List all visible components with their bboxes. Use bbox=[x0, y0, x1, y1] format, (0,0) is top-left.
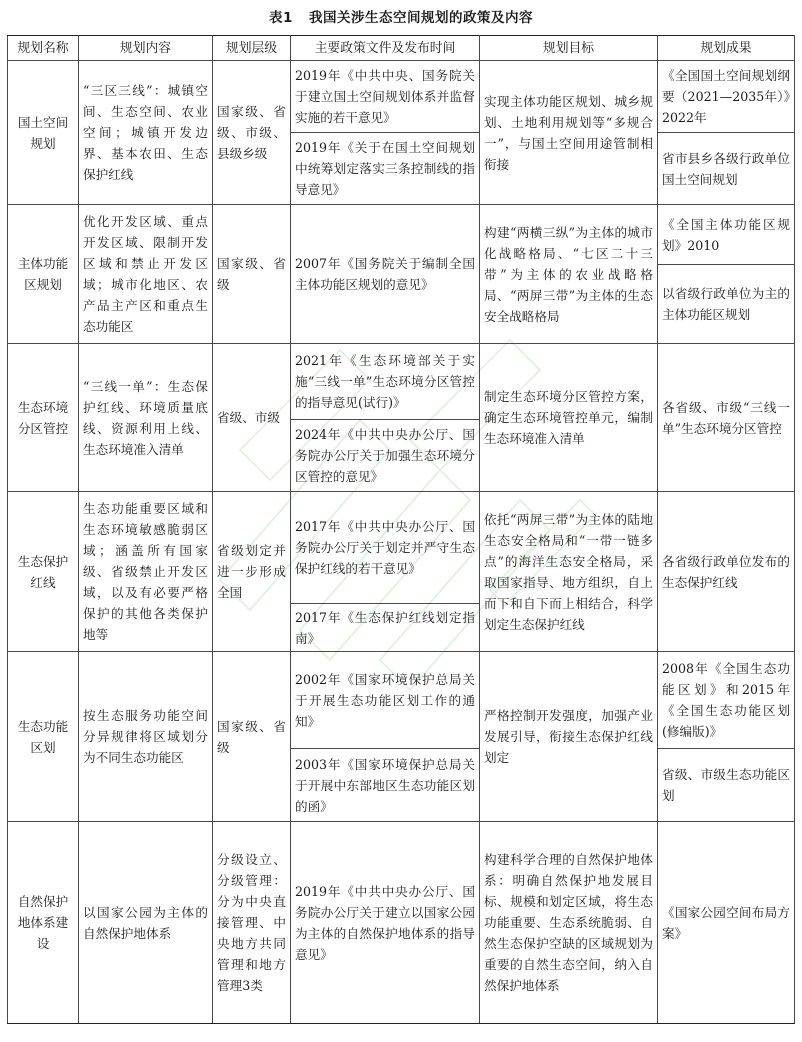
header-plan-outcome: 规划成果 bbox=[658, 36, 795, 61]
row-plan-content: “三线一单”：生态保护红线、环境质量底线、资源利用上线、生态环境准入清单 bbox=[79, 344, 213, 492]
header-policy-docs: 主要政策文件及发布时间 bbox=[291, 36, 480, 61]
row-plan-outcome: 以省级行政单位为主的主体功能区规划 bbox=[658, 265, 795, 344]
row-plan-outcome: 省级、市级生态功能区划 bbox=[658, 749, 795, 822]
row-plan-level: 国家级、省级、市级、县级乡级 bbox=[213, 61, 291, 205]
row-plan-name: 生态保护红线 bbox=[8, 492, 79, 652]
row-plan-level: 国家级、省级 bbox=[213, 205, 291, 344]
table-row bbox=[8, 652, 795, 749]
row-plan-content: 生态功能重要区域和生态环境敏感脆弱区域；涵盖所有国家级、省级禁止开发区域，以及有必要严格保护的其他各类保护地等 bbox=[79, 492, 213, 652]
table-row bbox=[8, 492, 795, 604]
policy-table bbox=[7, 35, 795, 1024]
row-plan-content: “三区三线”：城镇空间、生态空间、农业空间；城镇开发边界、基本农田、生态保护红线 bbox=[79, 61, 213, 205]
row-plan-outcome: 省市县乡各级行政单位国土空间规划 bbox=[658, 133, 795, 205]
table-row bbox=[8, 205, 795, 265]
row-plan-goal: 实现主体功能区规划、城乡规划、土地利用规划等“多规合一”，与国土空间用途管制相衔接 bbox=[480, 61, 658, 205]
row-policy-doc: 2002年《国家环境保护总局关于开展生态功能区划工作的通知》 bbox=[291, 652, 480, 749]
row-plan-outcome: 各省级、市级“三线一单”生态环境分区管控 bbox=[658, 344, 795, 492]
row-plan-name: 国土空间规划 bbox=[8, 61, 79, 205]
row-plan-level: 国家级、省级 bbox=[213, 652, 291, 822]
table-number: 表1 bbox=[269, 10, 293, 26]
row-plan-outcome: 各省级行政单位发布的生态保护红线 bbox=[658, 492, 795, 652]
row-plan-outcome: 2008年《全国生态功能区划》和2015年《全国生态功能区划(修编版)》 bbox=[658, 652, 795, 749]
table-title: 我国关涉生态空间规划的政策及内容 bbox=[308, 10, 533, 26]
row-plan-goal: 依托“两屏三带”为主体的陆地生态安全格局和“一带一链多点”的海洋生态安全格局，采取国家指导、地方组织，自上而下和自下而上相结合，科学划定生态保护红线 bbox=[480, 492, 658, 652]
row-policy-doc: 2003年《国家环境保护总局关于开展中东部地区生态功能区划的函》 bbox=[291, 749, 480, 822]
row-policy-doc: 2019年《中共中央、国务院关于建立国土空间规划体系并监督实施的若干意见》 bbox=[291, 61, 480, 133]
table-row bbox=[8, 344, 795, 420]
table-caption bbox=[0, 6, 802, 26]
header-plan-goal: 规划目标 bbox=[480, 36, 658, 61]
row-plan-outcome: 《全国国土空间规划纲要（2021—2035年）》2022年 bbox=[658, 61, 795, 133]
row-plan-content: 按生态服务功能空间分异规律将区域划分为不同生态功能区 bbox=[79, 652, 213, 822]
row-plan-goal: 制定生态环境分区管控方案，确定生态环境管控单元，编制生态环境准入清单 bbox=[480, 344, 658, 492]
table-row bbox=[8, 822, 795, 1024]
row-plan-content: 以国家公园为主体的自然保护地体系 bbox=[79, 822, 213, 1024]
row-plan-level: 分级设立、分级管理：分为中央直接管理、中央地方共同管理和地方管理3类 bbox=[213, 822, 291, 1024]
row-plan-goal: 构建“两横三纵”为主体的城市化战略格局、“七区二十三带”为主体的农业战略格局、“两屏三带”为主体的生态安全战略格局 bbox=[480, 205, 658, 344]
header-plan-name: 规划名称 bbox=[8, 36, 79, 61]
row-plan-outcome: 《国家公园空间布局方案》 bbox=[658, 822, 795, 1024]
row-plan-level: 省级、市级 bbox=[213, 344, 291, 492]
header-plan-content: 规划内容 bbox=[79, 36, 213, 61]
row-policy-doc: 2007年《国务院关于编制全国主体功能区规划的意见》 bbox=[291, 205, 480, 344]
table-row bbox=[8, 61, 795, 133]
row-policy-doc: 2019年《中共中央办公厅、国务院办公厅关于建立以国家公园为主体的自然保护地体系的指导意见》 bbox=[291, 822, 480, 1024]
header-row bbox=[8, 36, 795, 61]
row-policy-doc: 2021年《生态环境部关于实施“三线一单”生态环境分区管控的指导意见(试行)》 bbox=[291, 344, 480, 420]
row-plan-name: 生态功能区划 bbox=[8, 652, 79, 822]
row-plan-outcome: 《全国主体功能区规划》2010 bbox=[658, 205, 795, 265]
row-policy-doc: 2017年《生态保护红线划定指南》 bbox=[291, 604, 480, 652]
row-policy-doc: 2024年《中共中央办公厅、国务院办公厅关于加强生态环境分区管控的意见》 bbox=[291, 420, 480, 492]
row-plan-content: 优化开发区域、重点开发区域、限制开发区域和禁止开发区域；城市化地区、农产品主产区和重点生态功能区 bbox=[79, 205, 213, 344]
header-plan-level: 规划层级 bbox=[213, 36, 291, 61]
row-plan-level: 省级划定并进一步形成全国 bbox=[213, 492, 291, 652]
row-plan-name: 自然保护地体系建设 bbox=[8, 822, 79, 1024]
row-plan-name: 主体功能区规划 bbox=[8, 205, 79, 344]
row-policy-doc: 2017年《中共中央办公厅、国务院办公厅关于划定并严守生态保护红线的若干意见》 bbox=[291, 492, 480, 604]
row-policy-doc: 2019年《关于在国土空间规划中统筹划定落实三条控制线的指导意见》 bbox=[291, 133, 480, 205]
row-plan-goal: 构建科学合理的自然保护地体系：明确自然保护地发展目标、规模和划定区域，将生态功能重要、生态系统脆弱、自然生态保护空缺的区域规划为重要的自然生态空间，纳入自然保护地体系 bbox=[480, 822, 658, 1024]
row-plan-goal: 严格控制开发强度，加强产业发展引导，衔接生态保护红线划定 bbox=[480, 652, 658, 822]
row-plan-name: 生态环境分区管控 bbox=[8, 344, 79, 492]
